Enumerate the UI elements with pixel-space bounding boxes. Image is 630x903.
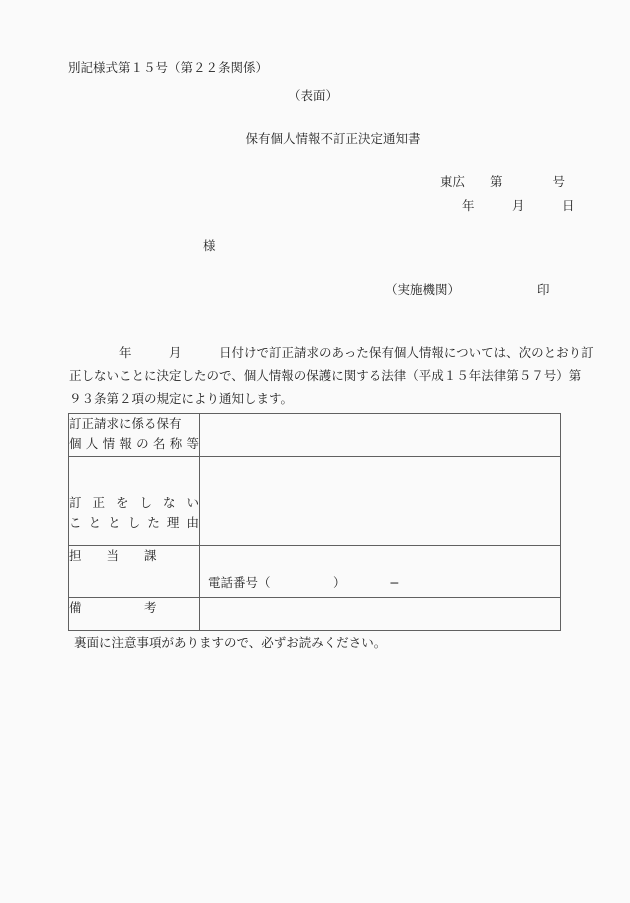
document-date-field: 年 月 日 (462, 198, 575, 213)
body-line-2: 正しないことに決定したので、個人情報の保護に関する法律（平成１５年法律第５７号）第 (69, 368, 582, 383)
table-row-remarks (69, 598, 561, 631)
row-value-remarks[interactable] (200, 598, 561, 631)
row-value-reason[interactable] (200, 457, 561, 546)
row-label-line-1: 備 考 (69, 600, 157, 615)
document-number-field: 東広 第 号 (440, 174, 566, 189)
row-label-line-1: 訂正請求に係る保有 (69, 416, 182, 431)
table-row-reason (69, 457, 561, 546)
row-label-target-information (69, 414, 200, 457)
body-line-1: 年 月 日付けで訂正請求のあった保有個人情報については、次のとおり訂 (69, 345, 594, 360)
notification-table (68, 413, 561, 631)
body-line-3: ９３条第２項の規定により通知します。 (69, 391, 294, 406)
footer-note: 裏面に注意事項がありますので、必ずお読みください。 (74, 635, 387, 650)
seal-mark-icon: 印 (537, 282, 550, 297)
addressee-honorific: 様 (203, 238, 216, 253)
row-value-department[interactable] (200, 546, 561, 598)
issuing-organ-label: （実施機関） (385, 282, 461, 297)
row-label-line-1: 訂正をしない (69, 495, 199, 510)
side-label: （表面） (288, 88, 339, 103)
row-label-line-1: 担 当 課 (69, 548, 157, 563)
row-label-remarks (69, 598, 200, 631)
page-title: 保有個人情報不訂正決定通知書 (245, 131, 421, 146)
body-paragraph (69, 341, 594, 410)
form-number: 別記様式第１５号（第２２条関係） (68, 60, 269, 75)
row-label-line-2: こととした理由 (69, 515, 199, 530)
table-row-department (69, 546, 561, 598)
row-label-line-2: 個人情報の名称等 (69, 436, 199, 451)
row-label-department (69, 546, 200, 598)
phone-number-field[interactable]: 電話番号（ ） − (208, 575, 400, 590)
table-row-target-information (69, 414, 561, 457)
row-label-reason (69, 457, 200, 546)
row-value-target-information[interactable] (200, 414, 561, 457)
